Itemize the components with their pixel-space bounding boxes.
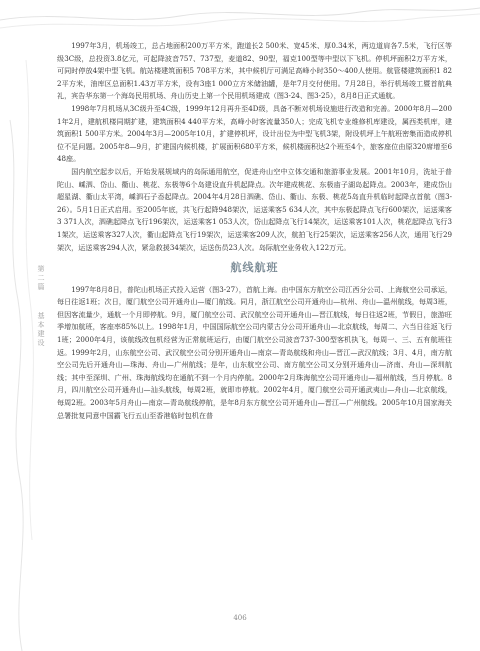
paragraph-3: 国内航空起步以后，开始发展规域内的岛际通用航空，促进舟山空中立体交通和旅游事业发展。2001年10月，洗址于普陀山、嵊泗、岱山、衢山、桃花、东极等6个岛建设直升机起降点。次年建成桃花、东极庙子湖岛起降点。2003年，建成岱山超星湖、衢山太平湾，嵊泗石子岙起降点。2004年4月28日泗礁、岱山、衢山、东极、桃花5岛直升机临时起降点首航（图3-26）。5月1日正式启用。至2005年底，共飞行起降948架次，运送乘客5 634人次，其中东极起降点飞行600架次，运送乘客3 371人次，泗礁起降点飞行196架次，运送乘客1 053人次，岱山起降点飞行14架次，运送乘客101人次，桃花起降点飞行31架次，运送乘客327人次，衢山起降点飞行19架次，运送乘客209人次，航拍飞行25架次，运送乘客256人次，通用飞行29架次，运送乘客294人次，紧急救援34架次，运送伤员23人次。岛际航空业务收入122万元。	[57, 166, 452, 252]
section-title: 航线航班	[230, 261, 279, 275]
document-body	[57, 40, 452, 422]
paragraph-2: 1998年7月机场从3C级升至4C级，1999年12月再升至4D级，具备不断对机场设施进行改造和完善。2000年8月—2001年2月，建航机楼同期扩建，建筑面积4 440平方米，高峰小时客流量350人；完成飞机专业维修机库建设，属西类机库，建筑面积1 500平方米。2004年3月—2005年10月，扩建停机坪，设计出位为中型飞机3架，附设机坪上午航班密集而造成停机位不足问题。2005年8—9月，扩建国内候机楼，扩展面积680平方米，候机楼面积达2个班至4个，旅客座位由原320席增至648座。	[57, 103, 452, 164]
paragraph-4: 1997年8月8日，普陀山机场正式投入运营（图3-27），首航上海。由中国东方航空公司江西分公司、上海航空公司承运，每日往返1班；次日，厦门航空公司开通舟山—厦门航线。同月，浙江航空公司开通舟山—杭州、舟山—温州航线，每周3班，但因客流量少，通航一个月即停航。9月，厦门航空公司、武汉航空公司开通舟山—晋江航线，每日往返2班，节假日，旅游旺季增加航班，客座率85%以上。1998年1月，中国国际航空公司内蒙古分公司开通舟山—北京航线，每周二、六当日往返飞行1班；2000年4月，该航线改包机经营为正常航班运行，由厦门航空公司波音737-300型客机执飞，每周一、三、五有航班往返。1999年2月，山东航空公司、武汉航空公司分别开通舟山—南京—青岛航线和舟山—晋江—武汉航线；3月、4月，南方航空公司先后开通舟山—珠海、舟山—广州航线；是年，山东航空公司、南方航空公司又分别开通舟山—济南、舟山—深圳航线；其中至深圳、广州、珠海航线均在通航不到一个月内停航。2000年2月珠海航空公司开通舟山—福州航线，当月停航。8月，四川航空公司开通舟山—汕头航线，每周2班，就即市停航。2002年4月，厦门航空公司开通武夷山—舟山—北京航线，每周2班。2003年5月舟山—南京—青岛航线停航，是年8月东方航空公司开通舟山—晋江—广州航线。2005年10月国家海关总署批复同意中国霸飞行五山至香港临时包机在普	[57, 284, 452, 420]
header-ornament	[0, 0, 480, 36]
side-part-label: 第二篇	[37, 265, 45, 291]
page-number: 406	[233, 614, 247, 622]
paragraph-1: 1997年3月，机场竣工，总占地面积200万平方米，跑道长2 500米、宽45米、厚0.34米，两边道肩各7.5米，飞行区等级3C级，总投资3.8亿元，可起降波音757、737型，麦道82、90型，福克100型等中型以下飞机。停机坪面积2万平方米，可同时停放4架中型飞机。航站楼建筑面积5 708平方米，其中候机厅可满足高峰小时350～400人使用。航管楼建筑面积1 822平方米，油库区总面积1.43万平方米，设有3座1 000立方米储油罐，是年7月交付使用。7月28日，举行机场竣工暨首航典礼，宾告华东第一个海岛民用机场、舟山历史上第一个民用机场建成（图3-24、图3-25），8月8日正式通航。	[57, 41, 452, 101]
side-chapter-label: 基本建设	[37, 312, 45, 347]
